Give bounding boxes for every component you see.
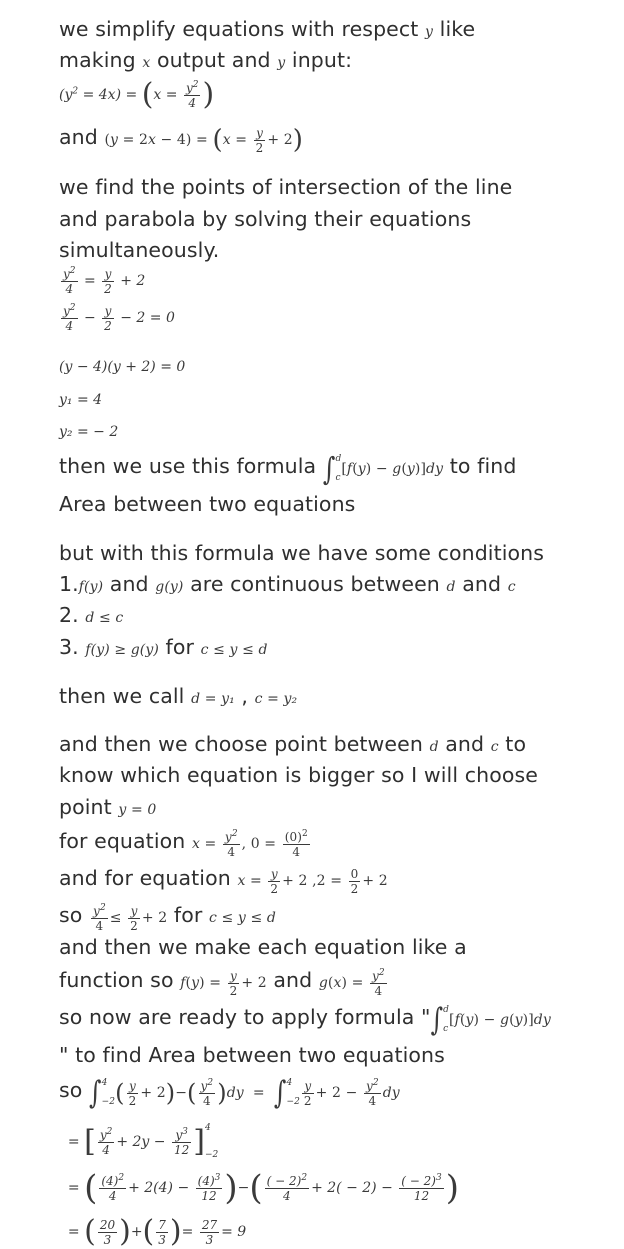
text-line: [59, 792, 156, 826]
solve-step: $\frac{y^2}{4}$ − $\frac{y}{2}$ − 2 = 0: [63, 303, 175, 333]
text: and: [455, 572, 508, 596]
text-line: " to find Area between two equations: [59, 1043, 445, 1067]
text-line: but with this formula we have some conditions: [59, 541, 545, 565]
text-line: [59, 1002, 551, 1036]
final-step: = ( $\frac{(4)^2}{4}$ + 2(4) − $\frac{(4)^3}{12}$ )−( $\frac{( - 2)^2}{4}$ + 2( − 2) − $\frac{( - 2)^3}{12}$ ): [59, 1168, 459, 1208]
math: d = y₁: [191, 691, 235, 707]
text-line: know which equation is bigger so I will choose: [59, 763, 538, 787]
math: f(y) = $\frac{y}{2}$ + 2: [180, 968, 267, 998]
text: so: [59, 1078, 90, 1102]
text: point: [59, 795, 119, 819]
math-var: y: [425, 24, 434, 40]
math: x = $\frac{y^2}{4}$ , 0 = $\frac{(0)^2}{4}$: [191, 829, 308, 859]
text: 2.: [59, 603, 86, 627]
final-step: ∫ 4 −2 ( $\frac{y}{2}$ + 2)−( $\frac{y^2}{4}$ )dy = ∫ 4 −2 $\frac{y}{2}$ + 2 − $\frac{y^2}{4}$ dy: [89, 1074, 400, 1111]
text: to find: [443, 454, 517, 478]
text: to: [498, 732, 527, 756]
text: 1.: [59, 572, 79, 596]
math: c ≤ y ≤ d: [200, 642, 268, 658]
text-line: [59, 14, 475, 48]
text-line: [59, 681, 297, 715]
math: c = y₂: [254, 691, 298, 707]
math: c: [490, 739, 499, 755]
math: y = 0: [118, 802, 157, 818]
solve-step: $\frac{y^2}{4}$ = $\frac{y}{2}$ + 2: [63, 266, 146, 296]
text-line: Area between two equations: [59, 492, 356, 516]
text: output and: [150, 48, 278, 72]
math: d: [429, 739, 439, 755]
math: c: [507, 579, 516, 595]
text-line: and then we make each equation like a: [59, 935, 467, 959]
math-var: y: [277, 55, 286, 71]
text: and then we choose point between: [59, 732, 430, 756]
text-line: [59, 729, 526, 763]
text: for equation: [59, 829, 192, 853]
math: f(y) ≥ g(y): [85, 642, 159, 658]
text: function so: [59, 968, 181, 992]
equation-line: (y = 2x − 4) = (x = $\frac{y}{2}$ + 2): [104, 125, 304, 155]
math: d ≤ c: [85, 610, 124, 626]
integral-formula: ∫ d c [f(y) − g(y)]dy: [322, 450, 444, 487]
text-line: [59, 632, 268, 666]
text: and: [438, 732, 491, 756]
final-step: = ( $\frac{20}{3}$ )+( $\frac{7}{3}$ )= $\frac{27}{3}$ = 9: [59, 1214, 247, 1249]
text: then we use this formula: [59, 454, 323, 478]
text: are continuous between: [183, 572, 447, 596]
text: for: [167, 903, 210, 927]
final-step: = [ $\frac{y^2}{4}$ + 2y − $\frac{y^3}{12}$ ] 4 −2: [59, 1123, 219, 1160]
solve-step: (y − 4)(y + 2) = 0: [59, 359, 186, 375]
text-line: [59, 569, 516, 603]
text: so: [59, 903, 90, 927]
text: and: [103, 572, 156, 596]
math: g(y): [155, 579, 184, 595]
integral-formula: ∫ d c [f(y) − g(y)]dy: [430, 1001, 551, 1038]
text: like: [433, 17, 476, 41]
math: c ≤ y ≤ d: [209, 910, 276, 926]
text: 3.: [59, 635, 86, 659]
text-line: [59, 965, 389, 999]
text: for: [158, 635, 201, 659]
text: and: [266, 968, 319, 992]
text-line: and parabola by solving their equations: [59, 207, 472, 231]
text-line: [59, 863, 388, 897]
text: ,: [234, 684, 255, 708]
text-line: [59, 600, 123, 634]
solve-step: y₂ = − 2: [59, 424, 119, 440]
math-var: x: [142, 55, 151, 71]
text: input:: [285, 48, 353, 72]
math: f(y): [78, 579, 104, 595]
equation-parabola: $(y^2 = 4x) = (x$ = $\frac{y^2}{4}$ ): [59, 77, 215, 112]
text: then we call: [59, 684, 192, 708]
text: and: [59, 125, 105, 149]
solve-step: y₁ = 4: [59, 392, 103, 408]
math: d: [446, 579, 456, 595]
text-line: [59, 1075, 400, 1109]
text-line: [59, 900, 276, 934]
text: and for equation: [59, 866, 238, 890]
text-line: simultaneously.: [59, 238, 220, 262]
math: x = $\frac{y}{2}$ + 2 ,2 = $\frac{0}{2}$ + 2: [237, 866, 388, 896]
text: we simplify equations with respect: [59, 17, 426, 41]
text: making: [59, 48, 143, 72]
math: $\frac{y^2}{4}$ ≤ $\frac{y}{2}$ + 2: [93, 903, 168, 933]
text-line: we find the points of intersection of the line: [59, 175, 513, 199]
text-line: [59, 45, 352, 79]
text-line: [59, 451, 516, 485]
math: g(x) = $\frac{y^2}{4}$: [318, 968, 385, 998]
text-line: [59, 826, 312, 860]
text-line: [59, 122, 303, 156]
text: so now are ready to apply formula ": [59, 1005, 431, 1029]
